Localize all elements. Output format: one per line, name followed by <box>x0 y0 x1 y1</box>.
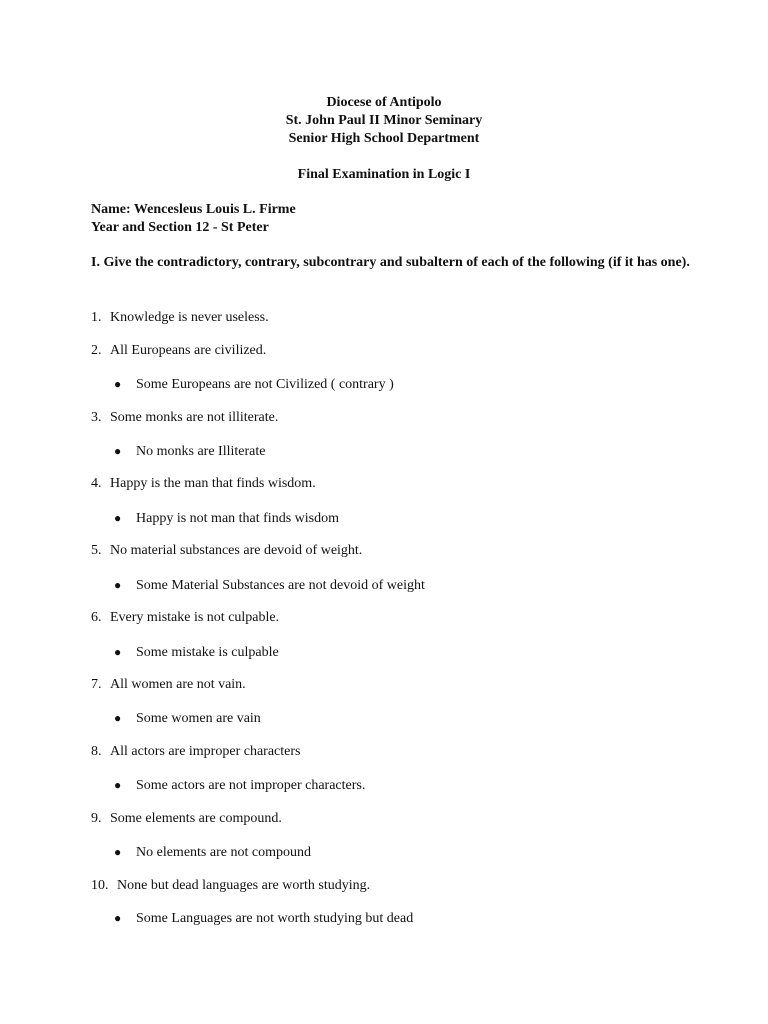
answer-item-6 <box>114 643 279 662</box>
answer-text: Some Europeans are not Civilized ( contrary ) <box>136 377 394 392</box>
student-name: Name: Wencesleus Louis L. Firme <box>91 202 296 217</box>
answer-item-2 <box>114 375 394 394</box>
bullet-icon: ● <box>114 511 122 525</box>
question-number: 10. <box>91 878 109 893</box>
question-number: 5. <box>91 543 102 558</box>
answer-text: Some Material Substances are not devoid of weight <box>136 578 425 593</box>
answer-item-3 <box>114 442 265 461</box>
question-item-9 <box>91 810 282 828</box>
bullet-icon: ● <box>114 578 122 592</box>
answer-text: Happy is not man that finds wisdom <box>136 511 339 526</box>
question-item-5 <box>91 542 362 560</box>
question-item-6 <box>91 609 279 627</box>
bullet-icon: ● <box>114 711 122 725</box>
student-info <box>91 201 296 237</box>
question-number: 9. <box>91 811 102 826</box>
answer-item-7 <box>114 709 261 728</box>
answer-text: No elements are not compound <box>136 845 311 860</box>
bullet-icon: ● <box>114 778 122 792</box>
question-item-2 <box>91 342 266 360</box>
question-item-10 <box>91 877 370 895</box>
question-text: All women are not vain. <box>110 677 246 692</box>
bullet-icon: ● <box>114 444 122 458</box>
question-text: No material substances are devoid of weight. <box>110 543 363 558</box>
answer-text: Some women are vain <box>136 711 261 726</box>
exam-title: Final Examination in Logic I <box>297 167 471 182</box>
question-text: Some monks are not illiterate. <box>110 410 279 425</box>
document-header <box>0 94 768 148</box>
answer-text: No monks are Illiterate <box>136 444 266 459</box>
question-number: 2. <box>91 343 102 358</box>
question-item-7 <box>91 676 246 694</box>
answer-item-8 <box>114 776 365 795</box>
answer-text: Some mistake is culpable <box>136 645 279 660</box>
question-item-4 <box>91 475 316 493</box>
diocese-line: Diocese of Antipolo <box>326 95 442 110</box>
instruction-text: I. Give the contradictory, contrary, subcontrary and subaltern of each of the following (if it has one). <box>91 255 690 270</box>
question-item-1 <box>91 309 269 327</box>
department-line: Senior High School Department <box>288 131 480 146</box>
student-section: Year and Section 12 - St Peter <box>91 220 269 235</box>
bullet-icon: ● <box>114 377 122 391</box>
question-text: Every mistake is not culpable. <box>110 610 280 625</box>
question-text: All Europeans are civilized. <box>110 343 267 358</box>
question-number: 8. <box>91 744 102 759</box>
question-item-8 <box>91 743 300 761</box>
question-text: All actors are improper characters <box>110 744 301 759</box>
answer-item-10 <box>114 909 413 928</box>
question-text: None but dead languages are worth studying. <box>117 878 371 893</box>
answer-text: Some Languages are not worth studying but dead <box>136 911 414 926</box>
question-number: 6. <box>91 610 102 625</box>
question-text: Knowledge is never useless. <box>110 310 269 325</box>
bullet-icon: ● <box>114 645 122 659</box>
question-number: 4. <box>91 476 102 491</box>
question-text: Some elements are compound. <box>110 811 282 826</box>
question-item-3 <box>91 409 278 427</box>
bullet-icon: ● <box>114 911 122 925</box>
question-number: 3. <box>91 410 102 425</box>
answer-item-4 <box>114 509 339 528</box>
answer-item-9 <box>114 843 311 862</box>
question-text: Happy is the man that finds wisdom. <box>110 476 316 491</box>
seminary-line: St. John Paul II Minor Seminary <box>285 113 483 128</box>
answer-text: Some actors are not improper characters. <box>136 778 366 793</box>
question-number: 7. <box>91 677 102 692</box>
question-number: 1. <box>91 310 102 325</box>
answer-item-5 <box>114 576 425 595</box>
bullet-icon: ● <box>114 845 122 859</box>
